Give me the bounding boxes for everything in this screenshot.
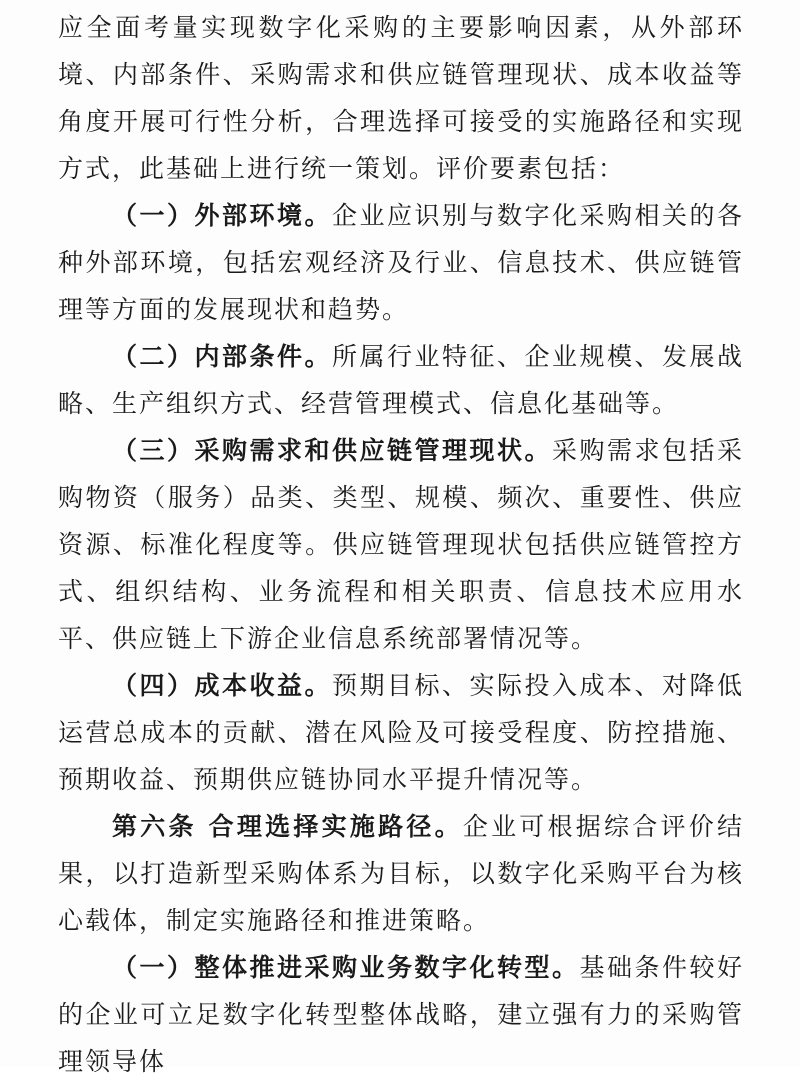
paragraph-external-environment-text: 企业应识别与数字化采购相关的各种外部环境，包括宏观经济及行业、信息技术、供应链管理等方面的发展现状和趋势。 — [58, 201, 744, 324]
paragraph-procurement-demand — [58, 427, 744, 662]
paragraph-overall-transformation-text: 基础条件较好的企业可立足数字化转型整体战略，建立强有力的采购管理领导体 — [58, 953, 744, 1076]
paragraph-procurement-demand-text: 采购需求包括采购物资（服务）品类、类型、规模、频次、重要性、供应资源、标准化程度等。供应链管理现状包括供应链管控方式、组织结构、业务流程和相关职责、信息技术应用水平、供应链上下游企业信息系统部署情况等。 — [58, 436, 744, 653]
paragraph-article-six-text: 企业可根据综合评价结果，以打造新型采购体系为目标，以数字化采购平台为核心载体，制定实施路径和推进策略。 — [58, 812, 744, 935]
heading-article-six: 第六条 合理选择实施路径。 — [112, 812, 463, 841]
heading-cost-benefit: （四）成本收益。 — [112, 671, 332, 700]
heading-external-environment: （一）外部环境。 — [112, 201, 332, 230]
paragraph-cost-benefit-text: 预期目标、实际投入成本、对降低运营总成本的贡献、潜在风险及可接受程度、防控措施、预期收益、预期供应链协同水平提升情况等。 — [58, 671, 744, 794]
paragraph-internal-conditions-text: 所属行业特征、企业规模、发展战略、生产组织方式、经营管理模式、信息化基础等。 — [58, 342, 744, 418]
paragraph-external-environment — [58, 192, 744, 333]
document-body — [58, 4, 744, 1085]
heading-internal-conditions: （二）内部条件。 — [112, 342, 332, 371]
paragraph-intro — [58, 4, 744, 192]
paragraph-cost-benefit — [58, 662, 744, 803]
heading-procurement-demand: （三）采购需求和供应链管理现状。 — [112, 436, 552, 465]
paragraph-article-six — [58, 803, 744, 944]
paragraph-intro-text: 应全面考量实现数字化采购的主要影响因素，从外部环境、内部条件、采购需求和供应链管理现状、成本收益等角度开展可行性分析，合理选择可接受的实施路径和实现方式，此基础上进行统一策划。评价要素包括： — [58, 13, 744, 183]
paragraph-overall-transformation — [58, 944, 744, 1085]
heading-overall-transformation: （一）整体推进采购业务数字化转型。 — [112, 953, 580, 982]
paragraph-internal-conditions — [58, 333, 744, 427]
